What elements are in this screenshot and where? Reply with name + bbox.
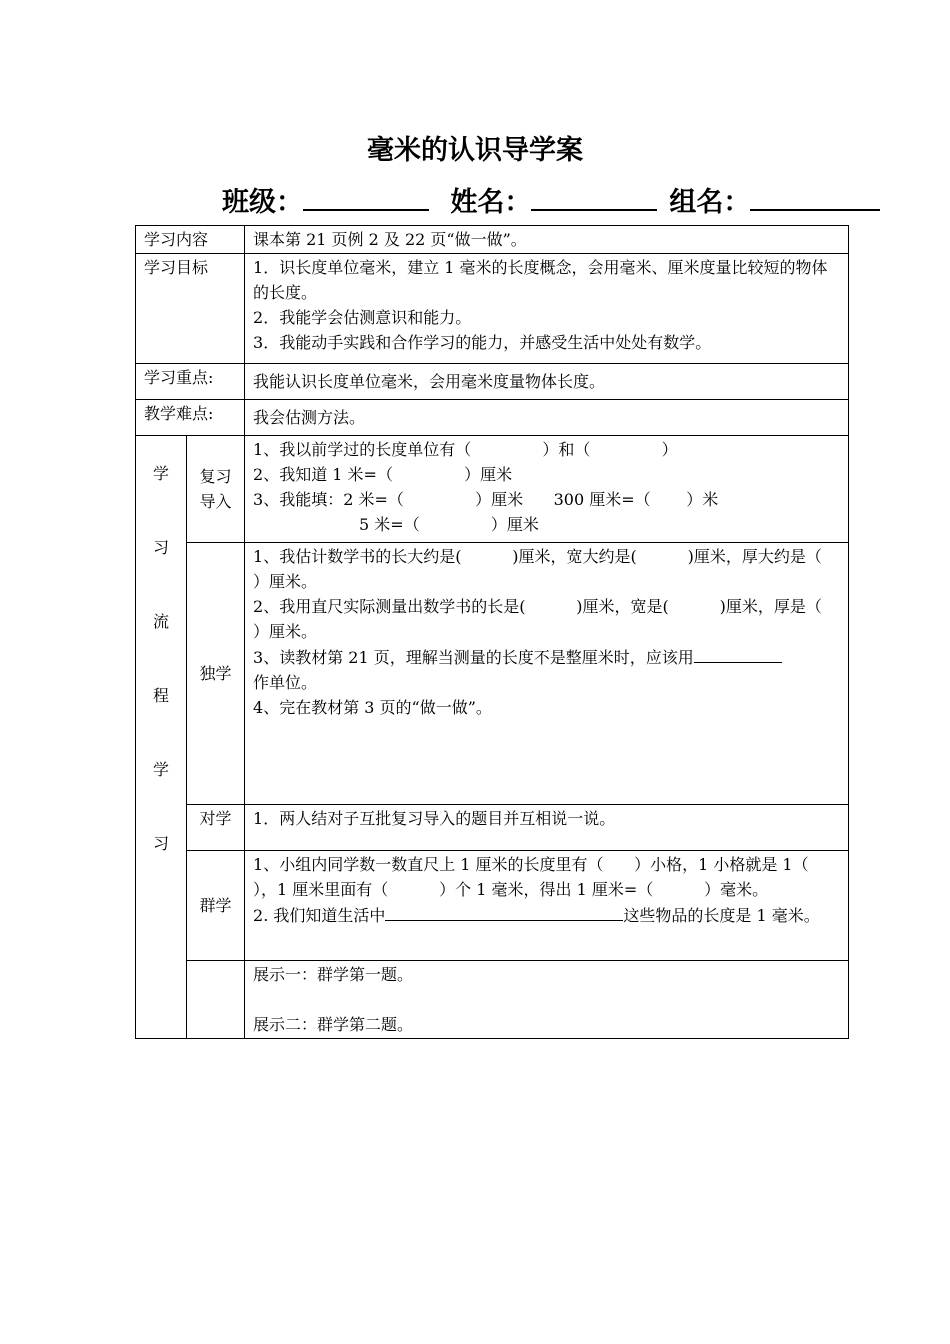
student-info-line bbox=[222, 180, 880, 216]
difficult-label: 教学难点: bbox=[136, 400, 245, 436]
name-label: 姓名： bbox=[450, 187, 532, 218]
show-content bbox=[245, 961, 849, 1039]
class-label: 班级： bbox=[222, 187, 303, 218]
row-review bbox=[136, 436, 849, 543]
self-study-content bbox=[245, 543, 853, 805]
difficult-text: 我会估测方法。 bbox=[245, 400, 849, 436]
show-item: 展示一：群学第一题。 bbox=[253, 965, 414, 984]
unit-blank[interactable] bbox=[694, 644, 782, 663]
goal-item: 1．识长度单位毫米，建立 1 毫米的长度概念，会用毫米、厘米度量比较短的物体的长度。 bbox=[253, 258, 828, 302]
row-difficult bbox=[136, 400, 849, 436]
pair-study-label: 对学 bbox=[187, 805, 245, 851]
self-line: 1、我估计数学书的长大约是( )厘米，宽大约是( )厘米，厚大约是（ ）厘米。 bbox=[253, 547, 853, 591]
row-content bbox=[136, 226, 849, 254]
content-text: 课本第 21 页例 2 及 22 页“做一做”。 bbox=[245, 226, 849, 254]
self-line: 作单位。 bbox=[253, 673, 318, 692]
goals-list bbox=[245, 254, 849, 364]
group-study-label: 群学 bbox=[187, 851, 245, 961]
row-group-study bbox=[136, 851, 849, 961]
self-line: 2、我用直尺实际测量出数学书的长是( )厘米，宽是( )厘米，厚是（ ）厘米。 bbox=[253, 597, 853, 641]
review-line: 3、我能填：2 米=（ ）厘米 300 厘米=（ ）米 bbox=[253, 490, 719, 509]
review-label: 复习 导入 bbox=[187, 436, 245, 543]
class-blank[interactable] bbox=[303, 183, 429, 211]
pair-study-text: 1．两人结对子互批复习导入的题目并互相说一说。 bbox=[245, 805, 849, 851]
group-line: 1、小组内同学数一数直尺上 1 厘米的长度里有（ ）小格，1 小格就是 1（ ），1 厘米里面有（ ）个 1 毫米，得出 1 厘米=（ ）毫米。 bbox=[253, 855, 840, 899]
goals-label: 学习目标 bbox=[136, 254, 245, 364]
key-label: 学习重点: bbox=[136, 364, 245, 400]
self-study-label: 独学 bbox=[187, 543, 245, 805]
group-blank[interactable] bbox=[750, 183, 880, 211]
key-text: 我能认识长度单位毫米，会用毫米度量物体长度。 bbox=[245, 364, 849, 400]
row-goals bbox=[136, 254, 849, 364]
self-line: 4、完在教材第 3 页的“做一做”。 bbox=[253, 698, 492, 717]
group-line: 2. 我们知道生活中 这些物品的长度是 1 毫米。 bbox=[253, 902, 840, 928]
row-pair-study bbox=[136, 805, 849, 851]
process-label: 学 习 流 程 学 习 bbox=[136, 436, 187, 1039]
study-plan-table bbox=[135, 225, 853, 1039]
review-line: 5 米=（ ）厘米 bbox=[359, 515, 539, 534]
show-item: 展示二：群学第二题。 bbox=[253, 1015, 414, 1034]
show-label bbox=[187, 961, 245, 1039]
goal-item: 3．我能动手实践和合作学习的能力，并感受生活中处处有数学。 bbox=[253, 333, 712, 352]
row-key bbox=[136, 364, 849, 400]
row-show bbox=[136, 961, 849, 1039]
goal-item: 2．我能学会估测意识和能力。 bbox=[253, 308, 472, 327]
self-line: 3、读教材第 21 页，理解当测量的长度不是整厘米时，应该用 bbox=[253, 644, 840, 670]
review-content bbox=[245, 436, 849, 543]
name-blank[interactable] bbox=[531, 183, 657, 211]
row-self-study bbox=[136, 543, 849, 805]
spacer bbox=[253, 987, 840, 1012]
content-label: 学习内容 bbox=[136, 226, 245, 254]
group-label: 组名： bbox=[669, 187, 751, 218]
group-study-content bbox=[245, 851, 849, 961]
review-line: 1、我以前学过的长度单位有（ ）和（ ） bbox=[253, 440, 678, 459]
page-title: 毫米的认识导学案 bbox=[367, 135, 583, 166]
items-blank[interactable] bbox=[385, 902, 623, 921]
review-line: 2、我知道 1 米=（ ）厘米 bbox=[253, 465, 513, 484]
